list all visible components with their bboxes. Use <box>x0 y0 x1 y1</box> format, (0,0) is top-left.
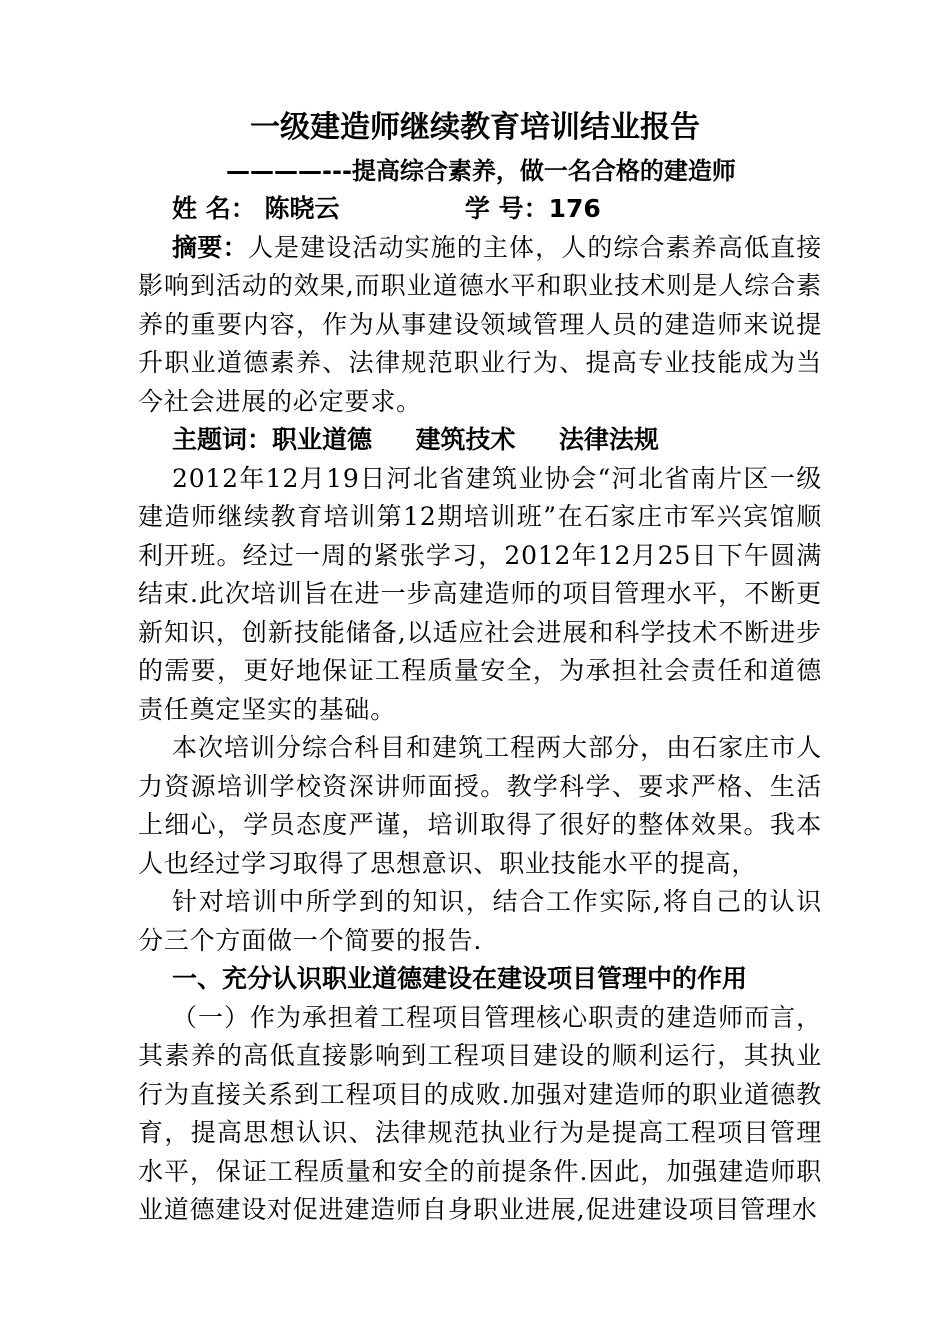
body-paragraph: 针对培训中所学到的知识，结合工作实际,将自己的认识分三个方面做一个简要的报告. <box>138 887 822 955</box>
section-paragraph: （一）作为承担着工程项目管理核心职责的建造师而言，其素养的高低直接影响到工程项目建设的顺利运行，其执业行为直接关系到工程项目的成败.加强对建造师的职业道德教育，提高思想认识、法律规范执业行为是提高工程项目管理水平，保证工程质量和安全的前提条件.因此，加强建造师职业道德建设对促进建造师自身职业进展,促进建设项目管理水 <box>138 1002 822 1224</box>
document-subtitle: ————---提高综合素养，做一名合格的建造师 <box>226 157 736 185</box>
abstract-label: 摘要： <box>172 232 248 262</box>
student-id-value: 176 <box>548 194 601 223</box>
document-title: 一级建造师继续教育培训结业报告 <box>250 110 700 145</box>
keyword-item: 法律法规 <box>558 425 659 454</box>
abstract-paragraph <box>138 229 822 422</box>
name-value: 陈晓云 <box>264 194 340 223</box>
abstract-text: 人是建设活动实施的主体，人的综合素养高低直接影响到活动的效果,而职业道德水平和职业技术则是人综合素养的重要内容，作为从事建设领域管理人员的建造师来说提升职业道德素养、法律规范职业行为、提高专业技能成为当今社会进展的必定要求。 <box>138 232 822 416</box>
student-info-line <box>138 190 822 229</box>
body-paragraph: 2012年12月19日河北省建筑业协会“河北省南片区一级建造师继续教育培训第12期培训班”在石家庄市军兴宾馆顺利开班。经过一周的紧张学习，2012年12月25日下午圆满结束.此次培训旨在进一步高建造师的项目管理水平，不断更新知识，创新技能储备,以适应社会进展和科学技术不断进步的需要，更好地保证工程质量安全，为承担社会责任和道德责任奠定坚实的基础。 <box>138 463 822 724</box>
body-paragraph: 本次培训分综合科目和建筑工程两大部分，由石家庄市人力资源培训学校资深讲师面授。教学科学、要求严格、生活上细心，学员态度严谨，培训取得了很好的整体效果。我本人也经过学习取得了思想意识、职业技能水平的提高， <box>138 733 822 878</box>
document-body <box>138 190 822 1230</box>
keywords-label: 主题词： <box>172 425 273 454</box>
student-id-label: 学 号： <box>464 194 549 223</box>
keyword-item: 职业道德 <box>272 425 373 454</box>
section-heading: 一、充分认识职业道德建设在建设项目管理中的作用 <box>172 964 748 993</box>
name-label: 姓 名： <box>172 194 256 223</box>
keyword-item: 建筑技术 <box>415 425 516 454</box>
keywords-line <box>138 421 822 460</box>
